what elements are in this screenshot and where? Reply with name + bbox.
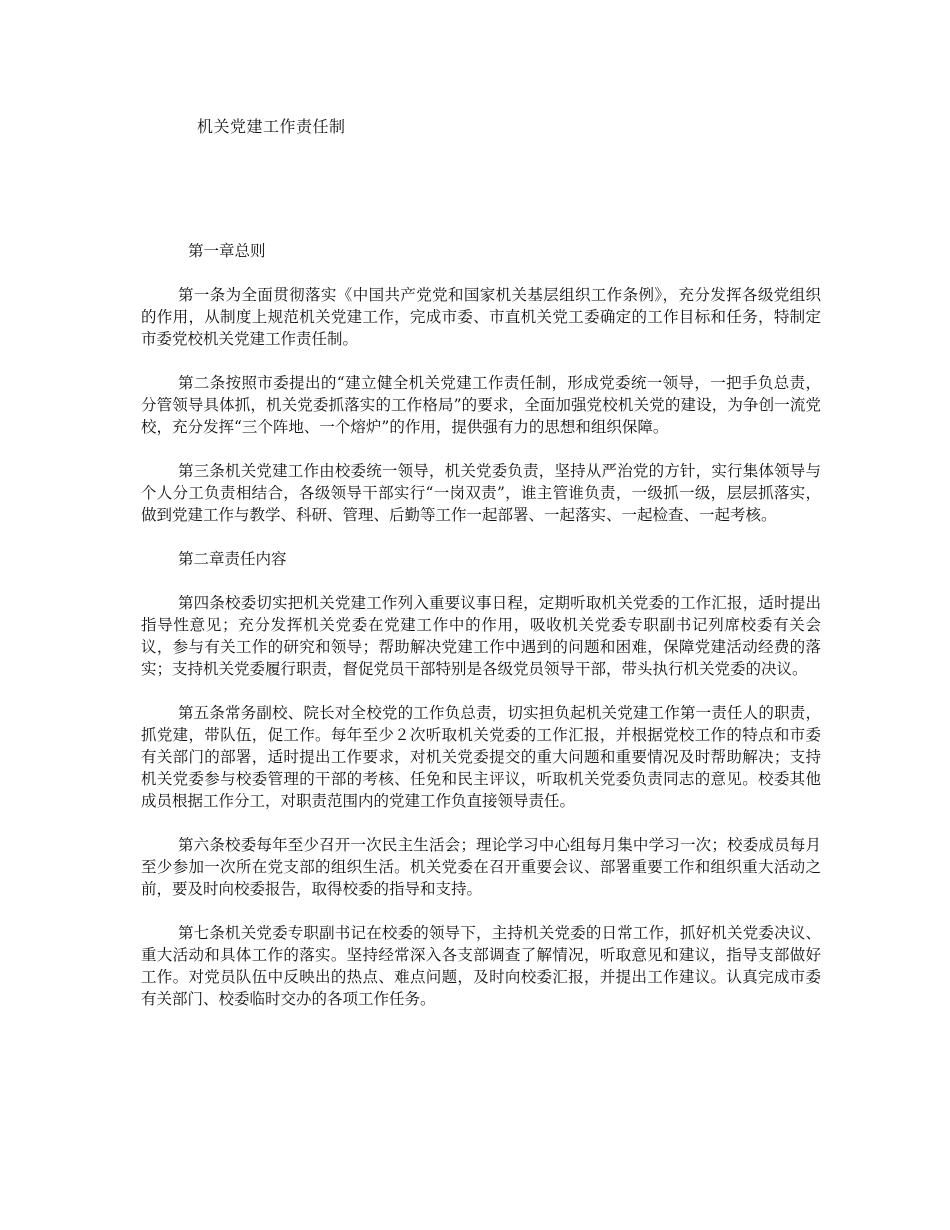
chapter-heading: 第一章总则 [188,242,266,260]
article-paragraph: 第七条机关党委专职副书记在校委的领导下，主持机关党委的日常工作，抓好机关党委决议、重大活动和具体工作的落实。坚持经常深入各支部调查了解情况，听取意见和建议，指导支部做好工作。对党员队伍中反映出的热点、难点问题，及时向校委汇报，并提出工作建议。认真完成市委有关部门、校委临时交办的各项工作任务。 [141,924,821,1008]
article-paragraph: 第五条常务副校、院长对全校党的工作负总责，切实担负起机关党建工作第一责任人的职责，抓党建，带队伍，促工作。每年至少２次听取机关党委的工作汇报，并根据党校工作的特点和市委有关部门的部署，适时提出工作要求，对机关党委提交的重大问题和重要情况及时帮助解决；支持机关党委参与校委管理的干部的考核、任免和民主评议，听取机关党委负责同志的意见。校委其他成员根据工作分工，对职责范围内的党建工作负直接领导责任。 [141,704,821,810]
article-paragraph: 第一条为全面贯彻落实《中国共产党党和国家机关基层组织工作条例》，充分发挥各级党组织的作用，从制度上规范机关党建工作，完成市委、市直机关党工委确定的工作目标和任务，特制定市委党校机关党建工作责任制。 [141,286,821,348]
article-paragraph: 第四条校委切实把机关党建工作列入重要议事日程，定期听取机关党委的工作汇报，适时提出指导性意见；充分发挥机关党委在党建工作中的作用，吸收机关党委专职副书记列席校委有关会议，参与有关工作的研究和领导；帮助解决党建工作中遇到的问题和困难，保障党建活动经费的落实；支持机关党委履行职责，督促党员干部特别是各级党员领导干部，带头执行机关党委的决议。 [141,594,821,678]
article-paragraph: 第六条校委每年至少召开一次民主生活会；理论学习中心组每月集中学习一次；校委成员每月至少参加一次所在党支部的组织生活。机关党委在召开重要会议、部署重要工作和组织重大活动之前，要及时向校委报告，取得校委的指导和支持。 [141,836,821,898]
chapter-heading: 第二章责任内容 [178,550,287,568]
document-body [141,240,821,1032]
article-paragraph: 第三条机关党建工作由校委统一领导，机关党委负责，坚持从严治党的方针，实行集体领导与个人分工负责相结合，各级领导干部实行“一岗双责”，谁主管谁负责，一级抓一级，层层抓落实，做到党建工作与教学、科研、管理、后勤等工作一起部署、一起落实、一起检查、一起考核。 [141,462,821,524]
article-paragraph: 第二条按照市委提出的“建立健全机关党建工作责任制，形成党委统一领导，一把手负总责，分管领导具体抓，机关党委抓落实的工作格局”的要求，全面加强党校机关党的建设，为争创一流党校，充分发挥“三个阵地、一个熔炉”的作用，提供强有力的思想和组织保障。 [141,374,821,436]
document-title: 机关党建工作责任制 [197,117,346,136]
